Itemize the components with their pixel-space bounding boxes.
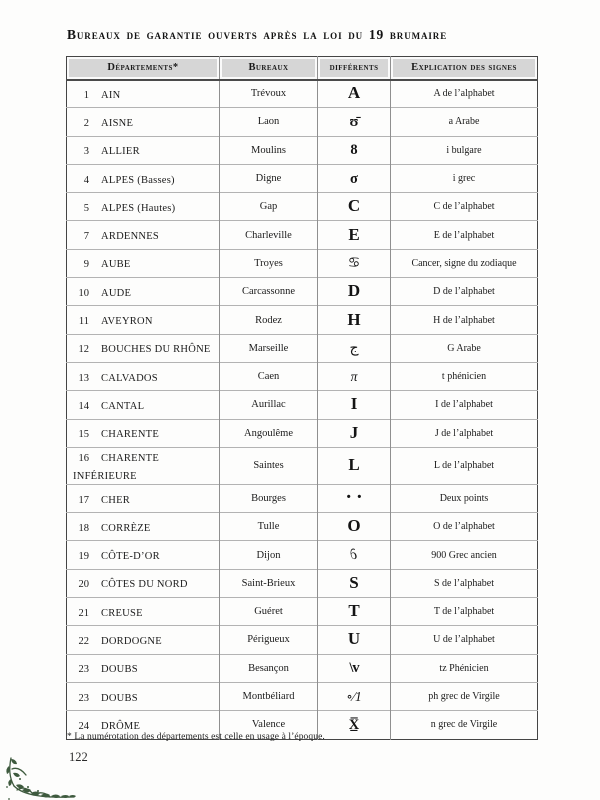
dept-name: ARDENNES [101,231,160,243]
bureau-name: Carcassonne [220,278,318,306]
bureau-name: Rodez [220,306,318,334]
table-row [67,682,538,710]
cancer-zodiac-sign: ♋ [347,256,361,272]
sign-explanation: A de l’alphabet [391,80,538,108]
bureau-name: Caen [220,362,318,390]
bureau-name: Saint-Brieux [220,569,318,597]
dept-number: 16 [78,452,89,464]
column-header-bureaux: Bureaux [220,57,318,80]
table-row [67,80,538,108]
page-title: Bureaux de garantie ouverts après la loi du 19 brumaire [67,27,448,42]
sign-explanation: J de l’alphabet [391,419,538,447]
dept-name: CANTAL [101,400,145,412]
bureau-name: Guéret [220,598,318,626]
sign-explanation: G Arabe [391,334,538,362]
dept-number: 2 [83,117,89,129]
dept-number: 5 [83,202,89,214]
dept-name: DORDOGNE [101,635,162,647]
dept-name: AVEYRON [101,316,153,328]
table-row [67,193,538,221]
bureau-name: Digne [220,164,318,192]
footnote: * La numérotation des départements est celle en usage à l’époque. [67,732,325,742]
letter-e-sign: E [348,224,360,244]
sign-explanation: D de l’alphabet [391,278,538,306]
dept-number: 18 [78,522,89,534]
dept-number: 9 [83,259,89,271]
letter-a-sign: A [347,83,361,103]
dept-name: AIN [101,89,121,101]
sign-explanation: H de l’alphabet [391,306,538,334]
table-row [67,108,538,136]
sign-explanation: 900 Grec ancien [391,541,538,569]
greek-i-sign: σ [350,170,358,187]
letter-s-sign: S [349,572,359,592]
table-row [67,334,538,362]
arabic-g-sign: ج [349,341,359,357]
bureau-name: Moulins [220,136,318,164]
phoenician-tz-sign: \v [349,660,359,677]
table-row [67,306,538,334]
letter-h-sign: H [347,309,361,329]
table-row [67,513,538,541]
dept-name: DOUBS [101,692,138,704]
dept-number: 22 [78,635,89,647]
phoenician-t-sign: π [350,368,358,384]
sign-explanation: C de l’alphabet [391,193,538,221]
sign-explanation: S de l’alphabet [391,569,538,597]
page-number: 122 [69,750,88,764]
bureau-name: Montbéliard [220,682,318,710]
dept-number: 7 [83,231,89,243]
table-row [67,419,538,447]
dept-number: 11 [78,316,89,328]
sign-explanation: Deux points [391,484,538,512]
dept-number: 10 [78,287,89,299]
table-row [67,569,538,597]
dept-number: 23 [78,664,89,676]
dept-number: 4 [83,174,89,186]
letter-l-sign: L [348,455,360,475]
table-row [67,221,538,249]
dept-number: 21 [78,607,89,619]
letter-t-sign: T [348,601,360,621]
sign-explanation: U de l’alphabet [391,626,538,654]
bureau-name: Bourges [220,484,318,512]
sign-explanation: E de l’alphabet [391,221,538,249]
dept-name: AISNE [101,117,134,129]
column-header-departements: Départements* [67,57,220,80]
table-row [67,598,538,626]
table-row [67,164,538,192]
sign-explanation: n grec de Virgile [391,711,538,739]
bulgarian-i-sign: 8 [350,142,358,159]
dept-name: CREUSE [101,607,143,619]
bureau-name: Valence [220,711,318,739]
bureau-name: Saintes [220,447,318,484]
sign-explanation: i grec [391,164,538,192]
column-header-explication: Explication des signes [391,57,538,80]
dept-number: 15 [78,429,89,441]
bureau-name: Périgueux [220,626,318,654]
garantie-offices-table [66,56,538,740]
sign-explanation: a Arabe [391,108,538,136]
table-row [67,541,538,569]
dept-name: ALLIER [101,146,140,158]
sign-explanation: L de l’alphabet [391,447,538,484]
dept-number: 1 [83,89,89,101]
sign-explanation: I de l’alphabet [391,391,538,419]
bureau-name: Besançon [220,654,318,682]
greek-sampi-900-sign: ∂ [350,547,358,564]
dept-number: 13 [78,372,89,384]
dept-number: 14 [78,400,89,412]
letter-d-sign: D [347,281,361,301]
dept-number: 17 [78,494,89,506]
dept-name: CÔTE-D’OR [101,551,160,563]
two-dots-sign: ·· [345,485,367,508]
table-row [67,447,538,484]
sign-explanation: ph grec de Virgile [391,682,538,710]
table-row [67,626,538,654]
dept-number: 24 [78,720,89,732]
bureau-name: Gap [220,193,318,221]
table-row [67,136,538,164]
dept-name: BOUCHES DU RHÔNE [101,344,211,356]
letter-j-sign: J [349,422,359,442]
sign-explanation: T de l’alphabet [391,598,538,626]
letter-o-sign: O [347,516,361,536]
dept-name: CHARENTE [101,429,159,441]
table-row [67,249,538,277]
sign-explanation: tz Phénicien [391,654,538,682]
dept-name: CHER [101,494,131,506]
bureau-name: Laon [220,108,318,136]
letter-i-sign: I [350,394,358,414]
table-row [67,362,538,390]
bureau-name: Dijon [220,541,318,569]
dept-number: 19 [78,551,89,563]
table-row [67,484,538,512]
dept-name: DOUBS [101,664,138,676]
dept-name: DRÔME [101,720,141,732]
dept-number: 23 [78,692,89,704]
column-header-differents: différents [318,57,391,80]
sign-explanation: t phénicien [391,362,538,390]
table-row [67,391,538,419]
greek-ph-virgil-sign: ∘⁄1 [346,688,362,704]
bureau-name: Trévoux [220,80,318,108]
dept-name: ALPES (Basses) [101,174,175,186]
botanical-corner-ornament-icon [4,757,78,800]
dept-name: CÔTES DU NORD [101,579,188,591]
dept-name: AUDE [101,287,132,299]
bureau-name: Aurillac [220,391,318,419]
dept-name: CORRÈZE [101,522,151,534]
table-header-row [67,57,538,80]
greek-n-virgil-sign: X̲̅ [348,716,360,733]
dept-number: 3 [83,146,89,158]
dept-name: CHARENTE INFÉRIEURE [73,452,159,482]
sign-explanation: i bulgare [391,136,538,164]
bureau-name: Angoulême [220,419,318,447]
table-row [67,654,538,682]
dept-number: 20 [78,579,89,591]
arabic-a-sign: ʊ̄ [349,113,359,130]
dept-name: CALVADOS [101,372,158,384]
bureau-name: Marseille [220,334,318,362]
table-row [67,278,538,306]
bureau-name: Tulle [220,513,318,541]
dept-name: AUBE [101,259,131,271]
letter-u-sign: U [347,629,361,649]
dept-name: ALPES (Hautes) [101,202,176,214]
letter-c-sign: C [347,196,361,216]
bureau-name: Troyes [220,249,318,277]
bureau-name: Charleville [220,221,318,249]
sign-explanation: Cancer, signe du zodiaque [391,249,538,277]
sign-explanation: O de l’alphabet [391,513,538,541]
dept-number: 12 [78,344,89,356]
